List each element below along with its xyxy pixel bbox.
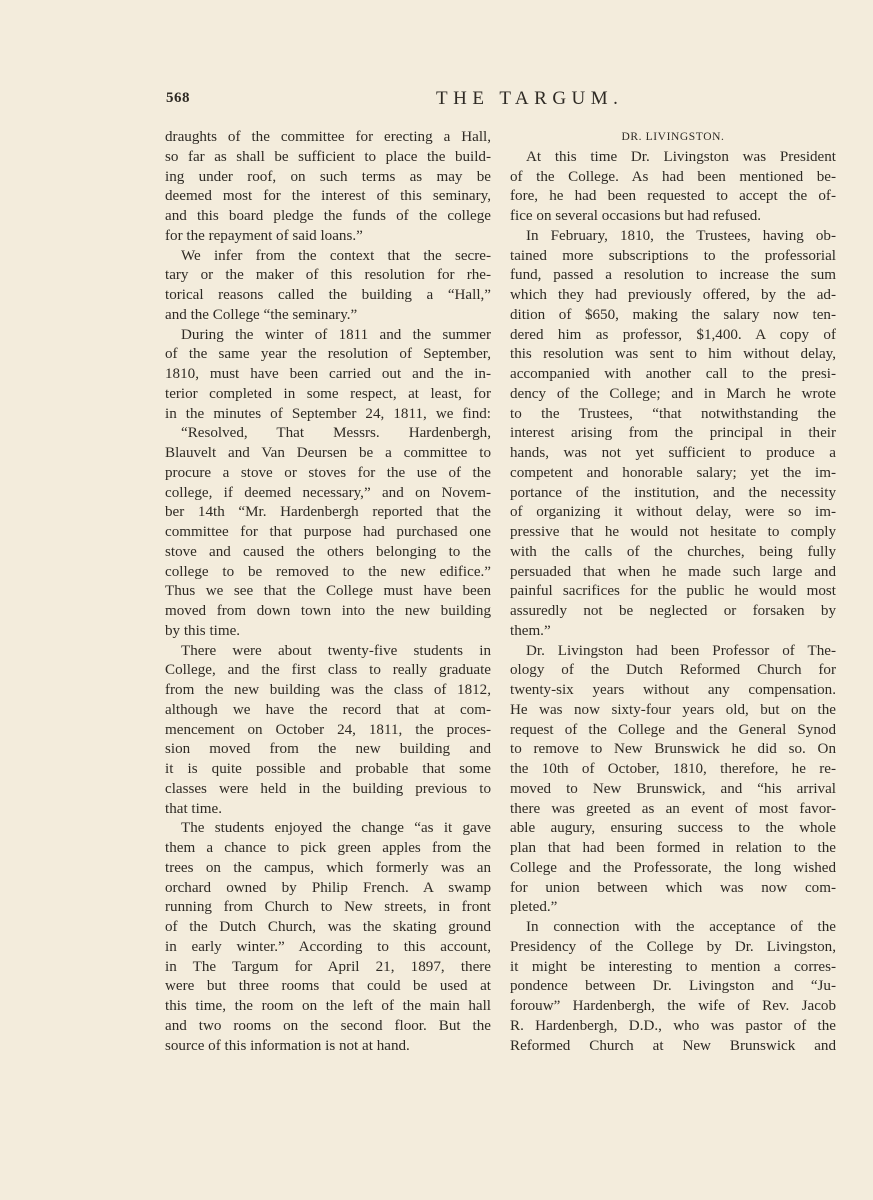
text-line: draughts of the committee for erecting a Hall, xyxy=(165,129,491,145)
text-line: We infer from the context that the secre- xyxy=(181,247,491,264)
text-line: by this time. xyxy=(165,622,241,639)
text-line: twenty-six years without any compensation. xyxy=(510,682,836,698)
text-line: tary or the maker of this resolution for rhe- xyxy=(165,267,491,284)
text-line: sion moved from the new building and xyxy=(165,741,491,758)
right-column xyxy=(510,128,836,1056)
text-line: able augury, ensuring success to the whole xyxy=(510,820,836,837)
text-line: it is quite possible and probable that some xyxy=(165,761,491,777)
text-line: dered him as professor, $1,400. A copy of xyxy=(510,326,836,343)
text-line: with the calls of the churches, being fully xyxy=(510,543,836,560)
text-line: ology of the Dutch Reformed Church for xyxy=(510,662,836,679)
text-line: orchard owned by Philip French. A swamp xyxy=(165,879,491,896)
text-line: them a chance to pick green apples from the xyxy=(165,840,491,856)
text-line: Reformed Church at New Brunswick and xyxy=(510,1037,836,1054)
text-line: that time. xyxy=(165,800,223,817)
text-line: portance of the institution, and the necessity xyxy=(510,484,836,501)
running-head: THE TARGUM. xyxy=(436,88,624,109)
text-line: Blauvelt and Van Deursen be a committee to xyxy=(165,445,491,461)
section-heading: DR. LIVINGSTON. xyxy=(621,131,725,143)
text-line: Presidency of the College by Dr. Livingston, xyxy=(510,938,836,955)
text-line: hands, was not yet sufficient to produce a xyxy=(510,445,836,461)
text-line: pleted.” xyxy=(510,899,558,916)
text-line: of the same year the resolution of September, xyxy=(165,346,491,363)
text-line: 1810, must have been carried out and the in- xyxy=(165,366,491,382)
text-line: and the College “the seminary.” xyxy=(165,306,358,323)
text-line: Dr. Livingston had been Professor of The- xyxy=(526,642,836,659)
text-line: for union between which was now com- xyxy=(510,879,836,896)
text-line: pondence between Dr. Livingston and “Ju- xyxy=(510,978,836,995)
text-line: in early winter.” According to this account, xyxy=(165,938,491,955)
text-line: dition of $650, making the salary now ten- xyxy=(510,306,836,323)
text-line: to the Trustees, “that notwithstanding the xyxy=(510,405,836,422)
text-line: competent and honorable salary; yet the im- xyxy=(510,464,836,481)
text-line: forouw” Hardenbergh, the wife of Rev. Jacob xyxy=(510,998,836,1014)
text-line: moved to New Brunswick, and “his arrival xyxy=(510,780,836,797)
text-line: this time, the room on the left of the main hall xyxy=(165,998,491,1014)
text-line: persuaded that when he made such large and xyxy=(510,563,836,580)
text-line: fund, passed a resolution to increase the sum xyxy=(510,267,836,284)
text-line: The students enjoyed the change “as it gave xyxy=(181,820,491,837)
text-line: moved from down town into the new building xyxy=(165,603,491,619)
text-line: so far as shall be sufficient to place the build- xyxy=(165,148,491,165)
text-line: College, and the first class to really graduate xyxy=(165,662,491,679)
page-number: 568 xyxy=(166,90,190,106)
text-line: In February, 1810, the Trustees, having ob- xyxy=(526,227,836,244)
text-line: fice on several occasions but had refused. xyxy=(510,208,762,224)
text-line: from the new building was the class of 1812, xyxy=(165,682,491,698)
text-line: plan that had been formed in relation to the xyxy=(510,840,836,856)
left-column xyxy=(165,128,491,1056)
text-line: deemed most for the interest of this seminary, xyxy=(165,188,491,205)
text-line: torical reasons called the building a “Hall,” xyxy=(165,287,491,303)
text-line: of the College. As had been mentioned be- xyxy=(510,168,836,185)
text-line: request of the College and the General Synod xyxy=(510,721,836,738)
text-line: were but three rooms that could be used at xyxy=(165,978,491,995)
text-line: and two rooms on the second floor. But the xyxy=(165,1017,491,1034)
text-line: running from Church to New streets, in front xyxy=(165,899,491,916)
text-line: this resolution was sent to him without delay, xyxy=(510,346,836,363)
text-line: In connection with the acceptance of the xyxy=(526,919,836,935)
text-line: At this time Dr. Livingston was President xyxy=(526,148,836,165)
text-line: which they had previously offered, by the ad- xyxy=(510,287,836,303)
text-line: of the Dutch Church, was the skating ground xyxy=(165,919,491,935)
text-line: committee for that purpose had purchased one xyxy=(165,524,491,540)
text-line: in the minutes of September 24, 1811, we find: xyxy=(165,405,491,422)
text-line: “Resolved, That Messrs. Hardenbergh, xyxy=(181,425,491,442)
text-line: trees on the campus, which formerly was an xyxy=(165,859,491,876)
text-line: assuredly not be neglected or forsaken by xyxy=(510,603,836,619)
text-line: College and the Professorate, the long wished xyxy=(510,859,836,876)
text-line: it might be interesting to mention a corres- xyxy=(510,958,836,975)
text-line: college, if deemed necessary,” and on Novem- xyxy=(165,484,491,501)
text-line: He was now sixty-four years old, but on the xyxy=(510,701,836,718)
text-line: of organizing it without delay, were so im- xyxy=(510,504,836,521)
text-line: painful sacrifices for the public he would most xyxy=(510,583,836,600)
text-line: fore, he had been requested to accept the of- xyxy=(510,188,836,205)
text-line: classes were held in the building previous to xyxy=(165,780,491,797)
text-line: for the repayment of said loans.” xyxy=(165,227,363,244)
text-line: ing under roof, on such terms as may be xyxy=(165,168,491,185)
text-line: stove and caused the others belonging to the xyxy=(165,543,491,560)
text-line: mencement on October 24, 1811, the proces- xyxy=(165,721,491,738)
text-line: accompanied with another call to the presi- xyxy=(510,366,836,382)
text-line: Thus we see that the College must have been xyxy=(165,583,491,600)
text-line: although we have the record that at com- xyxy=(165,701,491,718)
text-line: R. Hardenbergh, D.D., who was pastor of the xyxy=(510,1017,836,1034)
text-line: There were about twenty-five students in xyxy=(181,642,491,659)
text-line: ber 14th “Mr. Hardenbergh reported that the xyxy=(165,504,491,521)
text-line: During the winter of 1811 and the summer xyxy=(181,326,491,343)
text-line: procure a stove or stoves for the use of the xyxy=(165,464,491,481)
text-line: the 10th of October, 1810, therefore, he re- xyxy=(510,761,836,777)
text-line: there was greeted as an event of most favor- xyxy=(510,800,836,817)
text-line: source of this information is not at hand. xyxy=(165,1037,410,1054)
text-line: to remove to New Brunswick he did so. On xyxy=(510,741,836,758)
text-line: college to be removed to the new edifice.” xyxy=(165,563,491,580)
text-line: tained more subscriptions to the professorial xyxy=(510,247,836,264)
text-line: them.” xyxy=(510,622,551,639)
text-line: in The Targum for April 21, 1897, there xyxy=(165,958,491,975)
text-line: interest arising from the principal in their xyxy=(510,425,836,442)
text-line: terior completed in some respect, at least, for xyxy=(165,385,491,402)
text-line: pressive that he would not hesitate to comply xyxy=(510,524,836,540)
text-line: and this board pledge the funds of the college xyxy=(165,208,491,224)
text-line: dency of the College; and in March he wrote xyxy=(510,385,836,402)
